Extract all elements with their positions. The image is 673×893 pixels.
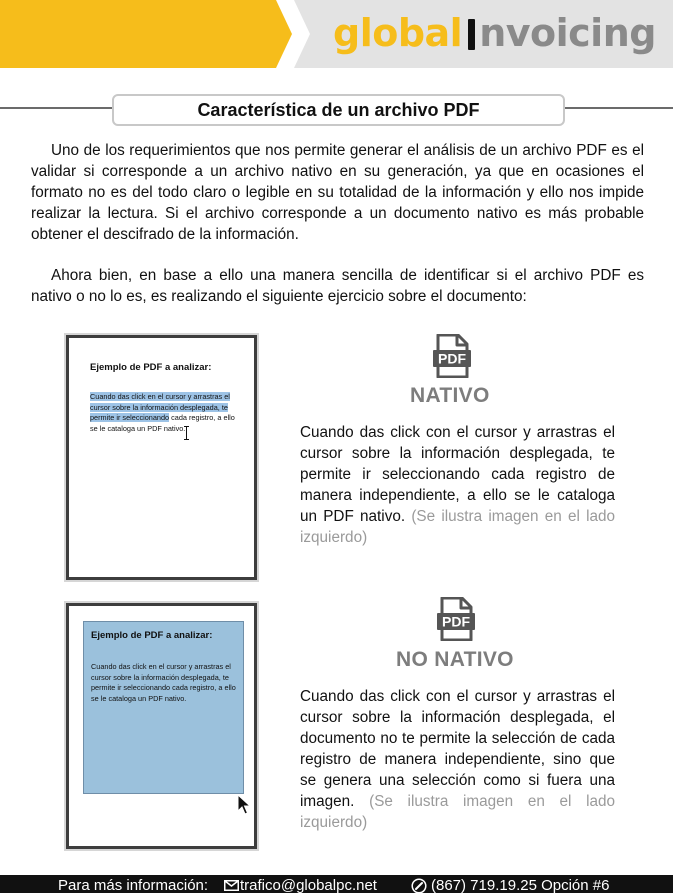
method-paragraph [31, 265, 644, 307]
native-pdf-example-image [66, 335, 257, 580]
native-description [300, 422, 615, 548]
mouse-pointer-icon [237, 794, 251, 816]
example-title: Ejemplo de PDF a analizar: [91, 630, 213, 641]
non-native-label: NO NATIVO [396, 648, 514, 671]
non-native-description-text: Cuando das click con el cursor y arrastras el cursor sobre la información desplegada, el documento no te permite la selección de cada registro de manera independiente, sino que se genera una selección como si fuera una imagen. [300, 688, 615, 810]
global-invoicing-logo [333, 10, 656, 56]
native-description-text: Cuando das click con el cursor y arrastras el cursor sobre la información desplegada, te permite ir seleccionando cada registro de manera independiente, a ello se le cataloga un PDF nativo. [300, 424, 615, 525]
intro-paragraph-text: Uno de los requerimientos que nos permite generar el análisis de un archivo PDF es el validar si corresponde a un archivo nativo en su generación, ya que en ocasiones el formato no es del todo claro o legible en su totalidad de la información y ello nos impide realizar la lectura. Si el archivo corresponde a un documento nativo es más probable obtener el descifrado de la información. [31, 142, 644, 243]
logo-word-invoicing: nvoicing [479, 11, 656, 55]
image-selection-block [83, 621, 244, 794]
footer-email-link[interactable]: trafico@globalpc.net [240, 877, 377, 893]
footer-phone: (867) 719.19.25 Opción #6 [431, 877, 610, 893]
native-label: NATIVO [410, 384, 490, 407]
example-text-native [90, 392, 235, 434]
pdf-icon-label: PDF [442, 613, 470, 630]
page-title: Característica de un archivo PDF [112, 94, 565, 126]
intro-paragraph [31, 140, 644, 245]
unselected-text: cada registro, a ello se le cataloga un PDF nativo. [90, 413, 235, 433]
non-native-description [300, 686, 615, 833]
selected-text-highlight: Cuando das click en el cursor y arrastras el cursor sobre la información desplegada, te permite ir seleccionando [90, 392, 230, 422]
mail-icon [224, 880, 239, 891]
non-native-note: (Se ilustra imagen en el lado izquierdo) [300, 793, 616, 831]
page-footer [0, 875, 673, 893]
logo-bar-mark [468, 19, 475, 50]
example-text-non-native: Cuando das click en el cursor y arrastras el cursor sobre la información desplegada, te permite ir seleccionando cada registro, a ello se le cataloga un PDF nativo. [91, 662, 236, 703]
non-native-pdf-example-image [66, 603, 257, 849]
native-note: (Se ilustra imagen en el lado izquierdo) [300, 508, 616, 546]
logo-word-global: global [333, 11, 463, 55]
method-paragraph-text: Ahora bien, en base a ello una manera sencilla de identificar si el archivo PDF es nativo o no lo es, es realizando el siguiente ejercicio sobre el documento: [31, 267, 644, 305]
pdf-icon-label: PDF [438, 350, 466, 367]
text-cursor-icon [183, 426, 190, 440]
phone-icon [411, 878, 427, 893]
page-header [0, 0, 673, 68]
pdf-file-icon [436, 597, 476, 641]
footer-label: Para más información: [58, 877, 209, 893]
example-title: Ejemplo de PDF a analizar: [90, 362, 212, 373]
pdf-file-icon [432, 334, 472, 378]
